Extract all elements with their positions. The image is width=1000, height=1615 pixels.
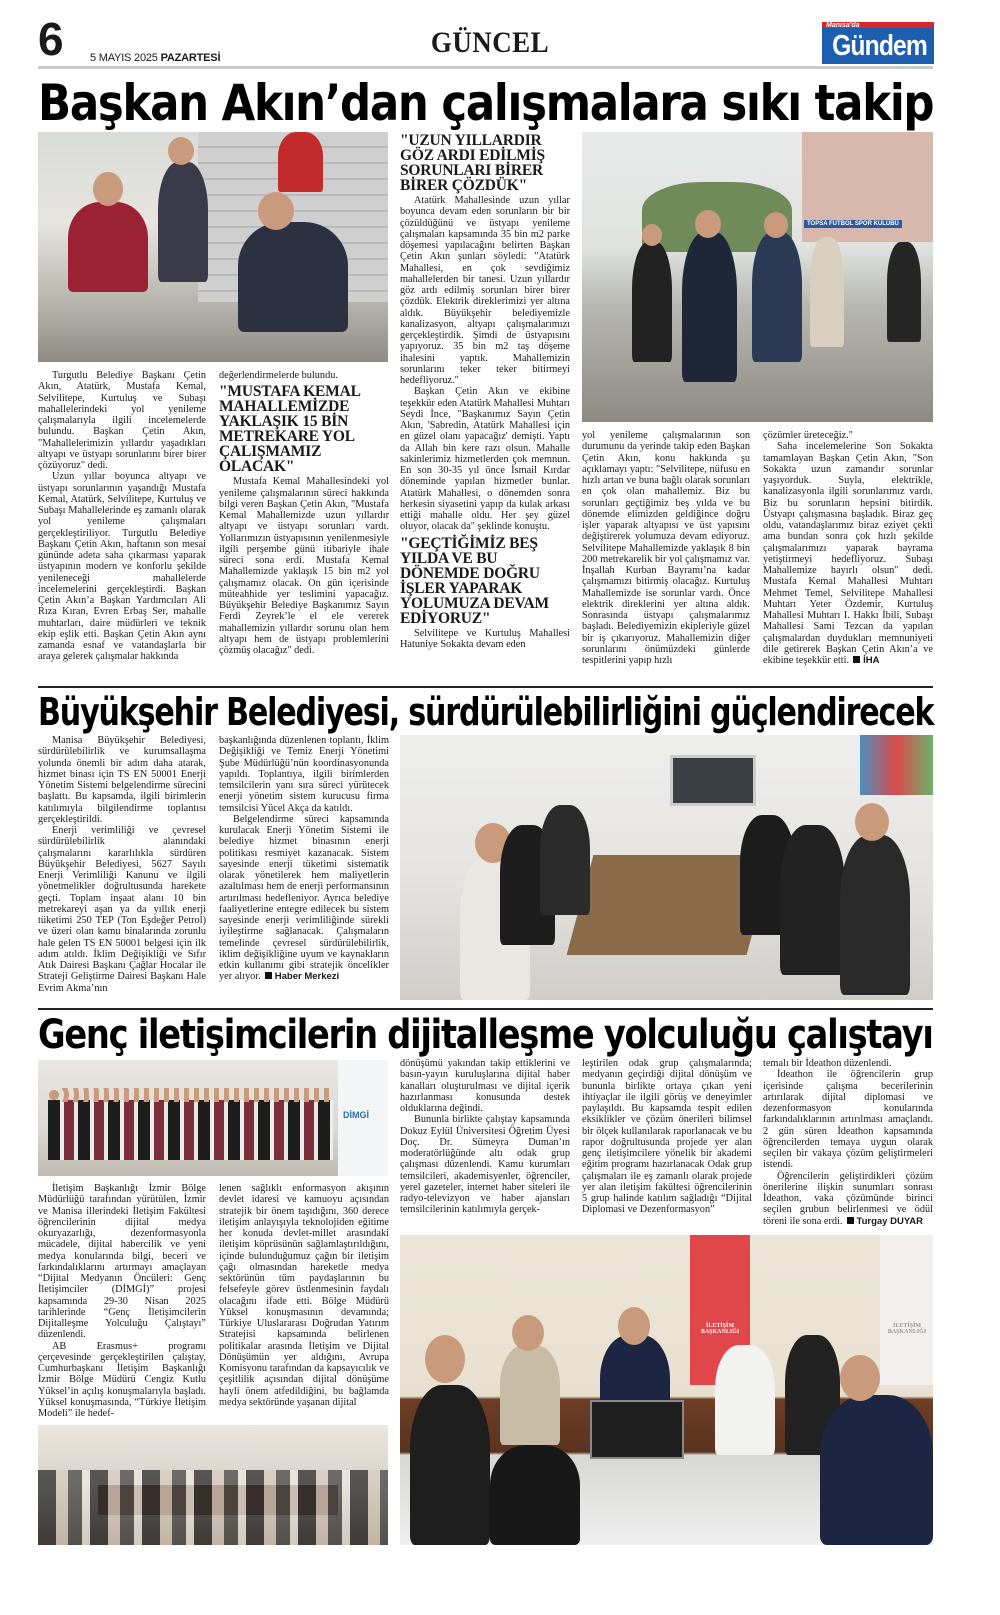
article1-headline: Başkan Akın’dan çalışmalara sıkı takip — [38, 74, 934, 132]
paragraph-text: temalı bir İdeathon düzenlendi. — [763, 1058, 892, 1069]
photo-sign-text: TOPSA FUTBOL SPOR KULÜBÜ — [804, 220, 902, 228]
paragraph — [400, 1058, 570, 1114]
paragraph — [582, 430, 750, 666]
paragraph-text: Mustafa Kemal Mahallesindeki yol yenileme çalışmalarının süreci hakkında bilgi veren Başkan Çetin Akın, "Mustafa Kemal Mahallemizde uzun yıllardır altyapı ve üstyapı sorunları vardı. Yollarımızın üstyapısının yenilenmesiyle ilgili perşembe günü itibariyle ihale süreci sona erdi. Mustafa Kemal Mahallemizde yaklaşık 15 bin m2 yol çalışmamız olacak. On gün içerisinde müteahhide yer teslimini yapacağız. Büyükşehir Belediye Başkanımız Sayın Ferdi Zeyrek’le el ele vererek mahallemizin yıllardır sorunu olan hem altyapı hem de üstyapı problemlerini çözmüş olacağız" dedi. — [219, 476, 389, 656]
logo-text: Gündem — [832, 30, 927, 62]
article2-headline: Büyükşehir Belediyesi, sürdürülebilirliğini güçlendirecek — [38, 690, 934, 734]
paragraph — [763, 1171, 933, 1227]
subheading: "MUSTAFA KEMAL MAHALLEMİZDE YAKLAŞIK 15 BİN METREKARE YOL ÇALIŞMAMIZ OLACAK" — [219, 383, 360, 476]
article3-photo-group — [38, 1060, 388, 1176]
paragraph-text: Selvilitepe ve Kurtuluş Mahallesi Hatuniye Sokakta devam eden — [400, 627, 570, 650]
article1-column-2 — [219, 370, 389, 656]
paragraph — [400, 1114, 570, 1215]
paragraph-text: Turgutlu Belediye Başkanı Çetin Akın, Atatürk, Mustafa Kemal, Selvilitepe, Kurtuluş ve Subaşı mahallelerindeki yol yenileme çalışmalarıyla ilgili incelemelerde bulundu. Başkan Çetin Akın, "Mahallelerimizin yıllardır yaşadıkları altyapı ve üstyapı sorunlarını birer birer çözüyoruz" dedi. — [38, 370, 206, 471]
article3-photo-workshop — [38, 1425, 388, 1545]
paragraph — [219, 476, 389, 656]
paragraph — [763, 1058, 933, 1069]
article2-photo-meeting — [400, 735, 933, 1000]
article3-column-3 — [400, 1058, 570, 1216]
paragraph-text: Enerji verimliliği ve çevresel sürdürülebilirlik alanındaki çalışmalarını kararlılıkla sürdüren Büyükşehir Belediyesi, 5627 Sayılı Enerji Verimliliği Kanunu ve ilgili yönetmelikler doğrultusunda harekete geçti. Toplam inşaat alanı 10 bin metrekareyi aşan ya da yıllık enerji tüketimi 250 TEP (Ton Eşdeğer Petrol) ve üzeri olan kamu binalarında zorunlu hale gelen TS EN 50001 belgesi için ilk adım atıldı. İklim Değişikliği ve Sıfır Atık Dairesi Başkanı Çağlar Hocalar ile Strateji Geliştirme Dairesi Başkanı Hale Evrim Akma’nın — [38, 825, 206, 994]
paragraph — [38, 370, 206, 471]
article2-column-2 — [219, 735, 389, 983]
paragraph — [38, 471, 206, 662]
subheading: "UZUN YILLARDIR GÖZ ARDI EDİLMİŞ SORUNLARI BİRER BİRER ÇÖZDÜK" — [400, 132, 545, 194]
issue-date — [90, 52, 220, 64]
paragraph-text: değerlendirmelerde bulundu. — [219, 370, 338, 381]
article1-column-1 — [38, 370, 206, 663]
banner-text-white: İLETİŞİM BAŞKANLIĞI — [887, 1323, 927, 1335]
logo-small-text: Manisa'da — [826, 22, 860, 29]
article3-column-1 — [38, 1183, 206, 1419]
section-title: GÜNCEL — [430, 26, 550, 59]
paragraph-text: Bununla birlikte çalıştay kapsamında Dokuz Eylül Üniversitesi Öğretim Üyesi Doç. Dr. Sümeyra Duman’ın moderatörlüğünde altı odak grup çalışması düzenlendi. Kamu kurumları temsilcileri, akademisyenler, öğrenciler, yerel gazeteler, internet haber siteleri ile radyo-televizyon ve haber ajansları temsilcilerinin katılımıyla gerçek- — [400, 1114, 570, 1216]
article1-photo-paving — [38, 132, 388, 362]
paragraph-text: çözümler üreteceğiz." — [763, 430, 853, 441]
paragraph — [38, 1341, 206, 1420]
paragraph-text: Öğrencilerin geliştirdikleri çözüm önerilerine ilişkin sunumları sonrası İdeathon, vaka çözümünde birinci seçilen grubun belirlenmesi ve ödül töreni ile sona erdi. — [763, 1170, 933, 1227]
header-divider — [38, 66, 933, 69]
paragraph — [219, 1183, 389, 1408]
paragraph — [582, 1058, 752, 1216]
newspaper-logo — [822, 22, 934, 64]
paragraph — [219, 735, 389, 814]
weekday-text: PAZARTESİ — [160, 52, 221, 64]
paragraph-text: başkanlığında düzenlenen toplantı, İklim Değişikliği ve Temiz Enerji Yönetimi Şube Müdürlüğü’nün koordinasyonunda yapıldı. Toplantıya, ilgili birimlerden temsilcilerin yanı sıra süreci yürütecek enerji yönetim sistem kurucusu firma temsilcisi Yücel Akça da katıldı. — [219, 735, 389, 814]
paragraph-text: dönüşümü yakından takip ettiklerini ve basın-yayın kuruluşlarına dijital haber kanalları oluşturulması ve dijital içerik hazırlanması konusunda destek olduklarına değindi. — [400, 1058, 570, 1114]
article1-column-4 — [582, 430, 750, 666]
paragraph — [38, 1183, 206, 1341]
byline: İHA — [849, 655, 879, 666]
page-number: 6 — [38, 13, 64, 65]
article1-column-3 — [400, 130, 570, 650]
paragraph — [400, 628, 570, 651]
article1-photo-street — [582, 132, 933, 422]
article3-column-2 — [219, 1183, 389, 1408]
paragraph-text: Manisa Büyükşehir Belediyesi, sürdürülebilirlik ve kurumsallaşma yolunda önemli bir adım daha atarak, hizmet binası için TS EN 50001 Enerji Yönetim Sistemi belgelendirme sürecini başlattı. Bu kapsamda, ilgili birimlerin katılımıyla bilgilendirme toplantısı gerçekleştirildi. — [38, 735, 206, 825]
paragraph — [400, 195, 570, 386]
byline: Haber Merkezi — [261, 971, 339, 982]
article2-column-1 — [38, 735, 206, 994]
paragraph-text: İletişim Başkanlığı İzmir Bölge Müdürlüğü tarafından yürütülen, İzmir ve Manisa illerindeki İletişim Fakültesi öğrencilerinin dijital medya okuryazarlığı, dezenformasyonla mücadele, dijital habercilik ve yeni medya konularında bilgi, beceri ve farkındalıklarını artırmayı amaçlayan “Dijital Medyanın Öncüleri: Genç İletişimciler (DİMGİ)” projesi kapsamında 29-30 Nisan 2025 tarihlerinde “Genç İletişimcilerin Dijitalleşme Yolculuğu Çalıştayı” düzenlendi. — [38, 1183, 206, 1341]
paragraph-text: Atatürk Mahallesinde uzun yıllar boyunca devam eden sorunların bir bir çözüldüğünü ve üstyapı yenileme çalışmaları kapsamında 35 bin m2 parke döşemesi yapılacağını belirten Başkan Çetin Akın şunları söyledi: "Atatürk Mahallesi, en çok sevdiğimiz mahallelerden bir tanesi. Uzun yıllardır göz ardı edilmiş sorunları birer birer çözdük. Elektrik direklerimizi yer altına aldık. Büyükşehir belediyemizle kanalizasyon, altyapı çalışmalarımızı gerçekleştirdik. Şimdi de üstyapısını yapıyoruz. 35 bin m2 taş döşeme ihalesini yaptık. Mahallemizin sorunlarını teker teker bitirmeyi hedefliyoruz." — [400, 195, 570, 386]
article3-column-4 — [582, 1058, 752, 1216]
article3-photo-roundtable — [400, 1235, 933, 1545]
paragraph-text: Saha incelemelerine Son Sokakta tamamlayan Başkan Çetin Akın, "Son Sokakta uzun zamandır sorunlar yaşıyorduk. Suyla, elektrikle, kanalizasyonla ilgili sorunlarımız vardı. Biz bu sorunların hepsini bitirdik. Üstyapı çalışmasına başladık. Biraz geç oldu, vatandaşlarımız biraz eziyet çekti ama bundan sonra çok hızlı şekilde çalışmalarımızı yaparak bayrama yetiştirmeyi hedefliyoruz. Subaşı Mahallemize hayırlı olsun" dedi. Mustafa Kemal Mahallesi Muhtarı Mehmet Temel, Selvilitepe Mahallesi Muhtarı Yeter Özdemir, Kurtuluş Mahallesi Muhtarı I. Hakkı İbili, Subaşı Mahallesi Sami Tezcan da yapılan çalışmalardan duydukları memnuniyeti dile getirerek Başkan Çetin Akın’a ve ekibine teşekkür etti. — [763, 441, 933, 666]
paragraph-text: İdeathon ile öğrencilerin grup içerisinde çalışma becerilerinin artırılarak dijital diplomasi ve dezenformasyon konularında farkındalıklarının artırılması amaçlandı. 2 gün süren İdeathon kapsamında öğrencilerden temaya uygun olarak seçilen bir vakaya çözüm geliştirmeleri istendi. — [763, 1069, 933, 1171]
paragraph — [400, 386, 570, 532]
paragraph — [38, 735, 206, 825]
paragraph-text: yol yenileme çalışmalarının son durumunu da yerinde takip eden Başkan Çetin Akın, konu hakkında şu açıklamayı yaptı: "Selvilitepe, nüfusu en hızlı artan ve buna bağlı olarak sorunları en çok olan mahallemiz. Biz bu sorunları geçtiğimiz beş yılda ve bu dönemde elimizden geldiğince doğru işler yaparak altyapısı ve üst yapısını değiştirerek yolumuza devam ediyoruz. Selvilitepe Mahallemizde yaklaşık 8 bin 200 metrekarelik bir yol çalışmamız var. İnşallah Kurban Bayramı’na kadar çalışmamızı bitirmiş olacağız. Kurtuluş Mahallemizde ise sorunlar vardı. Önce elektrik direklerini yer altına aldık. Sonrasında üstyapı çalışmalarımız başladı. Belediyemizin ekipleriyle güzel bir iş çıkarıyoruz. Mahallemizin diğer sorunlarını önümüzdeki günlerde tespitlerini yapıp hızlı — [582, 430, 750, 666]
photo-banner-text: DİMGİ — [343, 1110, 369, 1120]
banner-text-red: İLETİŞİM BAŞKANLIĞI — [700, 1323, 740, 1335]
byline: Turgay DUYAR — [843, 1216, 924, 1227]
paragraph-text: Başkan Çetin Akın ve ekibine teşekkür eden Atatürk Mahallesi Muhtarı Seydi İnce, "Başkanımız Sayın Çetin Akın, 'Sabredin, Atatürk Mahallesi için en güzel olanı yapacağız' demişti. Yaptı da Allah bin kere razı olsun. Mahalle sakinlerimiz hizmetlerden çok memnun. En son 30-35 yıl önce İsmail Kırdar döneminde yapılan hizmetler bunlar. Atatürk Mahallesi, o dönemden sonra herkesin siyasetini yapıp da kulak arkası ettiği mahalle oldu. Her şey güzel oluyor, olacak da" şeklinde konuştu. — [400, 386, 570, 533]
subheading: "GEÇTİĞİMİZ BEŞ YILDA VE BU DÖNEMDE DOĞRU İŞLER YAPARAK YOLUMUZA DEVAM EDİYORUZ" — [400, 534, 549, 627]
paragraph-text: Belgelendirme süreci kapsamında kurulacak Enerji Yönetim Sistemi ile belediye hizmet binasının enerji politikası resmiyet kazanacak. Sistem sayesinde enerji tüketimi sistematik olarak yönetilerek hem maliyetlerin azaltılması hem de enerji performansının artırılması hedefleniyor. Ayrıca belediye faaliyetlerine entegre edilecek bu sistem sayesinde enerji verimliliğinde sürekli iyileştirme sağlanacak. Çalışmaların temelinde çevresel sürdürülebilirlik, iklim değişikliğine uyum ve kaynakların etkin kullanımı gibi stratejik öncelikler yer alıyor. — [219, 813, 389, 983]
paragraph-text: lenen sağlıklı enformasyon akışının devlet idaresi ve kamuoyu açısından stratejik bir önem taşıdığını, 360 derece iletişim anlayışıyla teknolojiden eğitime her konuda devlet-millet arasındaki iletişim köprüsünün sağlamlaştırıldığını, içinde bulunduğumuz çağın bir iletişim çağı olmasından hareketle medya sektörünün tüm paydaşlarının bu felsefeyle görev üstlenmesinin faydalı olacağını ifade etti. Bölge Müdürü Yüksel konuşmasının devamında; Türkiye Uluslararası Doğrudan Yatırım Stratejisi kapsamında belirlenen politikalar arasında İletişim ve Dijital Dönüşümün yer aldığını, Avrupa Komisyonu tarafından da kapsayıcılık ve çeşitlilik açısından dijital dönüşüme hayli önem atfedildiğini, bu bağlamda medya sektöründe yaşanan dijital — [219, 1183, 389, 1408]
paragraph — [763, 430, 933, 441]
article-divider-1 — [38, 686, 933, 688]
article3-headline: Genç iletişimcilerin dijitalleşme yolculuğu çalıştayı — [38, 1012, 933, 1058]
paragraph-text: AB Erasmus+ programı çerçevesinde gerçekleştirilen çalıştay, Cumhurbaşkanı İletişim Başkanlığı İzmir Bölge Müdürü Cengiz Kutlu Yüksel’in açılış konuşmalarıyla başladı. Yüksel konuşmasında, “Türkiye İletişim Modeli” ile hedef- — [38, 1340, 206, 1419]
article-divider-2 — [38, 1008, 933, 1010]
paragraph — [763, 441, 933, 666]
paragraph — [219, 370, 389, 381]
paragraph-text: leştirilen odak grup çalışmalarında; medyanın geçirdiği dijital dönüşüm ve bununla birlikte ortaya çıkan yeni ihtiyaçlar ile ilgili görüş ve deneyimler paylaşıldı. Bu kapsamda tespit edilen eksiklikler ve çözüm önerileri bilimsel bir ölçek kullanılarak raporlanacak ve bu rapor doğrultusunda projede yer alan genç iletişimcilere yönelik bir akademi eğitim programı hazırlanacak Odak grup çalışmaları ile eş zamanlı olarak projede yer alan iletişim fakültesi öğrencilerinin 5 grup halinde katılım sağladığı “Dijital Diplomasi ve Dezenformasyon” — [582, 1058, 752, 1216]
article3-column-5 — [763, 1058, 933, 1227]
paragraph — [763, 1069, 933, 1170]
article1-column-5 — [763, 430, 933, 666]
paragraph — [219, 814, 389, 983]
paragraph-text: Uzun yıllar boyunca altyapı ve üstyapı sorunlarının yaşandığı Mustafa Kemal, Atatürk, Selvilitepe, Kurtuluş ve Subaşı Mahallelerinde eş zamanlı olarak yol yenileme çalışmaları gerçekleştiriliyor. Turgutlu Belediye Başkanı Çetin Akın, haftanın son mesai gününde adeta saha çıkarması yaparak üstyapının modern ve konforlu şekilde yenileneceği mahallelerde incelemelerini gerçekleştirdi. Başkan Çetin Akın’a Başkan Yardımcıları Ali Rıza Kıran, Evren Erbaş Ser, mahalle muhtarları, daire müdürleri ve teknik ekip eşlik etti. Başkan Çetin Akın aynı zamanda esnaf ve vatandaşlarla bir araya gelerek çalışmalar hakkında — [38, 471, 206, 663]
paragraph — [38, 825, 206, 994]
date-text: 5 MAYIS 2025 — [90, 52, 158, 64]
